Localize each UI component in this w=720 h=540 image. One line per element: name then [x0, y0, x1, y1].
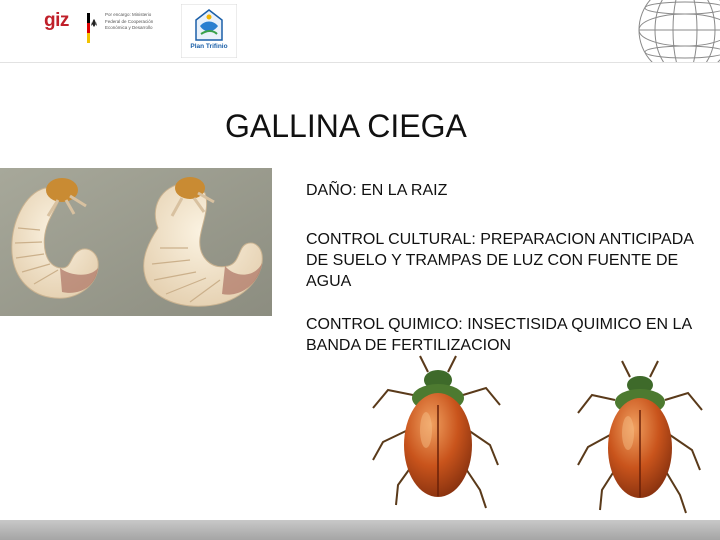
chemical-control-text: CONTROL QUIMICO: INSECTISIDA QUIMICO EN LA BANDA DE FERTILIZACION: [306, 316, 692, 354]
giz-logo: giz: [44, 10, 69, 31]
damage-text: DAÑO: EN LA RAIZ: [306, 182, 448, 199]
cultural-control-text: CONTROL CULTURAL: PREPARACION ANTICIPADA DE SUELO Y TRAMPAS DE LUZ CON FUENTE DE AGUA: [306, 231, 694, 290]
ministry-text: Por encargo: Ministerio Federal de Cooperación Económica y Desarrollo: [105, 12, 154, 30]
slide-title: GALLINA CIEGA: [225, 108, 467, 144]
june-beetle-photo-right: [570, 355, 710, 515]
header-bar: [0, 0, 720, 63]
grub-larvae-photo: [0, 168, 272, 316]
plan-logo-label: Plan Trifinio: [190, 43, 228, 50]
footer-bar: [0, 520, 720, 540]
globe-icon: [615, 0, 720, 62]
federal-eagle-emblem-icon: [87, 13, 101, 43]
june-beetle-photo-left: [368, 350, 508, 510]
